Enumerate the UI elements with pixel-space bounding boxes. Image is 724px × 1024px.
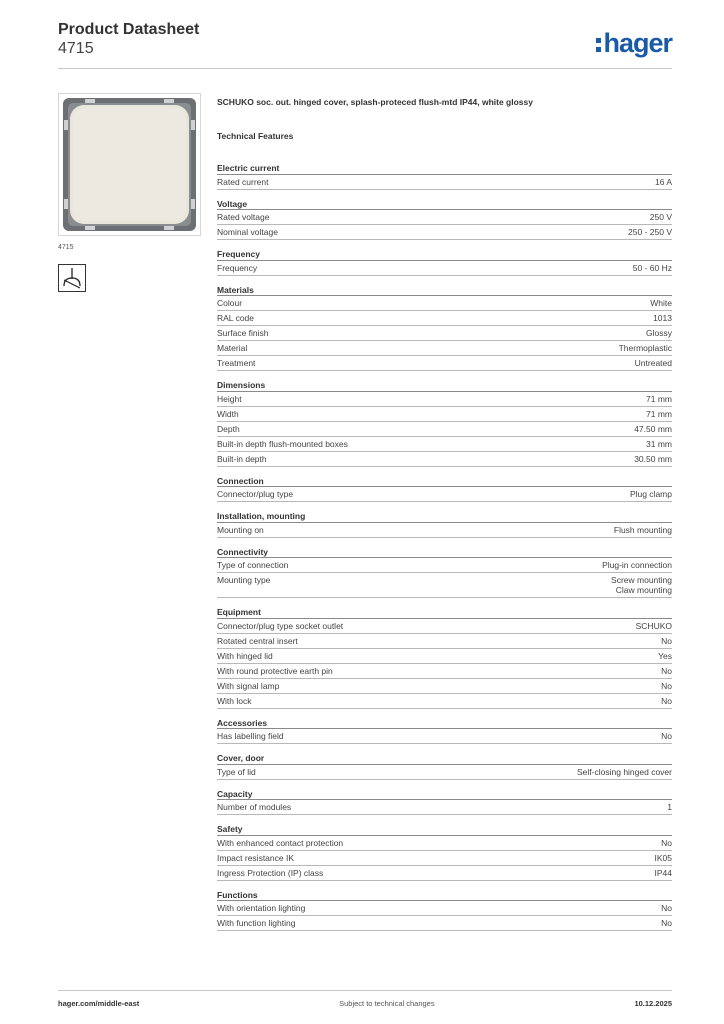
feature-label: With hinged lid (217, 650, 273, 661)
feature-value: 50 - 60 Hz (632, 262, 672, 273)
feature-row (217, 866, 672, 881)
feature-row (217, 901, 672, 916)
feature-label: With round protective earth pin (217, 665, 333, 676)
feature-row (217, 225, 672, 240)
feature-row (217, 356, 672, 371)
feature-label: Number of modules (217, 802, 292, 812)
feature-group (217, 746, 672, 780)
feature-value: No (661, 680, 672, 691)
feature-label: Rated voltage (217, 212, 270, 222)
feature-group (217, 782, 672, 816)
feature-group (217, 540, 672, 599)
feature-label: Built-in depth (217, 453, 267, 464)
group-title: Connection (217, 476, 672, 488)
feature-value: Plug clamp (629, 489, 672, 499)
feature-row (217, 392, 672, 407)
feature-label: RAL code (217, 313, 255, 323)
feature-row (217, 175, 672, 190)
feature-label: Connector/plug type (217, 489, 294, 499)
feature-label: Connector/plug type socket outlet (217, 620, 344, 631)
feature-row (217, 694, 672, 709)
page-footer (58, 990, 672, 1008)
feature-value: SCHUKO (635, 620, 672, 631)
feature-label: With signal lamp (217, 680, 280, 691)
document-title: Product Datasheet (58, 21, 200, 38)
feature-label: Colour (217, 298, 243, 308)
image-caption: 4715 (58, 244, 74, 251)
feature-value: No (661, 665, 672, 676)
feature-row (217, 765, 672, 780)
feature-row (217, 664, 672, 679)
feature-row (217, 649, 672, 664)
feature-group (217, 242, 672, 276)
group-title: Safety (217, 824, 672, 836)
technical-features-heading: Technical Features (217, 131, 294, 141)
technical-content (217, 96, 672, 933)
group-title: Equipment (217, 607, 672, 619)
feature-value: IK05 (654, 852, 672, 863)
feature-row (217, 311, 672, 326)
group-title: Capacity (217, 789, 672, 801)
group-title: Voltage (217, 199, 672, 211)
feature-row (217, 296, 672, 311)
feature-group (217, 883, 672, 932)
feature-row (217, 422, 672, 437)
feature-label: Mounting type (217, 575, 271, 585)
feature-row (217, 523, 672, 538)
feature-groups (217, 156, 672, 931)
group-title: Electric current (217, 163, 672, 175)
feature-value: 250 - 250 V (628, 227, 672, 237)
logo-text: hager (603, 28, 672, 58)
feature-label: With enhanced contact protection (217, 837, 344, 848)
feature-label: Surface finish (217, 328, 269, 338)
feature-row (217, 210, 672, 225)
feature-value: No (661, 635, 672, 646)
feature-value: Yes (658, 650, 672, 661)
feature-value: 71 mm (646, 393, 672, 404)
feature-row (217, 407, 672, 422)
product-description: SCHUKO soc. out. hinged cover, splash-proteced flush-mtd IP44, white glossy (217, 97, 533, 107)
feature-value: Untreated (634, 358, 672, 368)
feature-row (217, 341, 672, 356)
product-number: 4715 (58, 40, 94, 57)
feature-group (217, 469, 672, 503)
feature-row (217, 800, 672, 815)
feature-value: Self-closing hinged cover (577, 766, 672, 777)
feature-value: 31 mm (646, 438, 672, 449)
feature-label: Mounting on (217, 524, 264, 535)
logo-dots-icon (596, 38, 601, 52)
feature-label: Type of connection (217, 560, 289, 570)
feature-value: 250 V (649, 212, 672, 222)
feature-row (217, 573, 672, 598)
feature-value: No (661, 695, 672, 706)
feature-label: Frequency (217, 262, 258, 273)
feature-label: With orientation lighting (217, 903, 306, 913)
feature-label: Has labelling field (217, 731, 284, 741)
feature-value: Plug-in connection (602, 560, 672, 570)
feature-row (217, 558, 672, 573)
footer-notice: Subject to technical changes (339, 999, 435, 1008)
feature-value: 16 A (654, 176, 672, 187)
feature-value: No (661, 918, 672, 928)
feature-row (217, 916, 672, 931)
feature-label: Rotated central insert (217, 635, 298, 646)
feature-row (217, 836, 672, 851)
footer-date: 10.12.2025 (634, 999, 672, 1008)
feature-value: 47.50 mm (634, 423, 672, 434)
feature-row (217, 729, 672, 744)
feature-value: Thermoplastic (618, 343, 672, 353)
group-title: Functions (217, 890, 672, 902)
feature-row (217, 487, 672, 502)
feature-value: Screw mounting Claw mounting (611, 575, 672, 595)
feature-label: With function lighting (217, 918, 296, 928)
feature-label: Rated current (217, 176, 269, 187)
feature-label: Width (217, 408, 239, 419)
feature-value: 1013 (653, 313, 672, 323)
feature-row (217, 851, 672, 866)
feature-label: With lock (217, 695, 252, 706)
feature-row (217, 679, 672, 694)
feature-value: IP44 (654, 867, 672, 878)
footer-website: hager.com/middle-east (58, 999, 140, 1008)
group-title: Accessories (217, 718, 672, 730)
feature-label: Ingress Protection (IP) class (217, 867, 324, 878)
socket-outlet-image (58, 93, 201, 236)
feature-row (217, 326, 672, 341)
group-title: Dimensions (217, 380, 672, 392)
feature-group (217, 278, 672, 372)
feature-value: No (661, 837, 672, 848)
feature-group (217, 504, 672, 538)
feature-row (217, 619, 672, 634)
feature-label: Treatment (217, 358, 256, 368)
feature-row (217, 437, 672, 452)
feature-value: No (661, 731, 672, 741)
feature-value: No (661, 903, 672, 913)
feature-value: White (650, 298, 672, 308)
feature-row (217, 261, 672, 276)
feature-group (217, 192, 672, 241)
page-header (58, 20, 672, 69)
group-title: Frequency (217, 249, 672, 261)
feature-label: Impact resistance IK (217, 852, 295, 863)
feature-label: Built-in depth flush-mounted boxes (217, 438, 348, 449)
feature-value: 71 mm (646, 408, 672, 419)
feature-group (217, 711, 672, 745)
socket-symbol-icon (58, 264, 86, 292)
feature-label: Height (217, 393, 242, 404)
feature-value: 30.50 mm (634, 453, 672, 464)
feature-group (217, 373, 672, 467)
feature-label: Depth (217, 423, 240, 434)
feature-value: Glossy (646, 328, 672, 338)
feature-label: Material (217, 343, 248, 353)
feature-group (217, 817, 672, 881)
feature-label: Type of lid (217, 766, 256, 777)
feature-row (217, 452, 672, 467)
group-title: Materials (217, 285, 672, 297)
feature-value: Flush mounting (613, 524, 672, 535)
group-title: Installation, mounting (217, 511, 672, 523)
feature-group (217, 600, 672, 709)
feature-row (217, 634, 672, 649)
hager-logo (596, 28, 672, 58)
feature-value: 1 (667, 802, 672, 812)
group-title: Connectivity (217, 547, 672, 559)
feature-group (217, 156, 672, 190)
group-title: Cover, door (217, 753, 672, 765)
feature-label: Nominal voltage (217, 227, 278, 237)
